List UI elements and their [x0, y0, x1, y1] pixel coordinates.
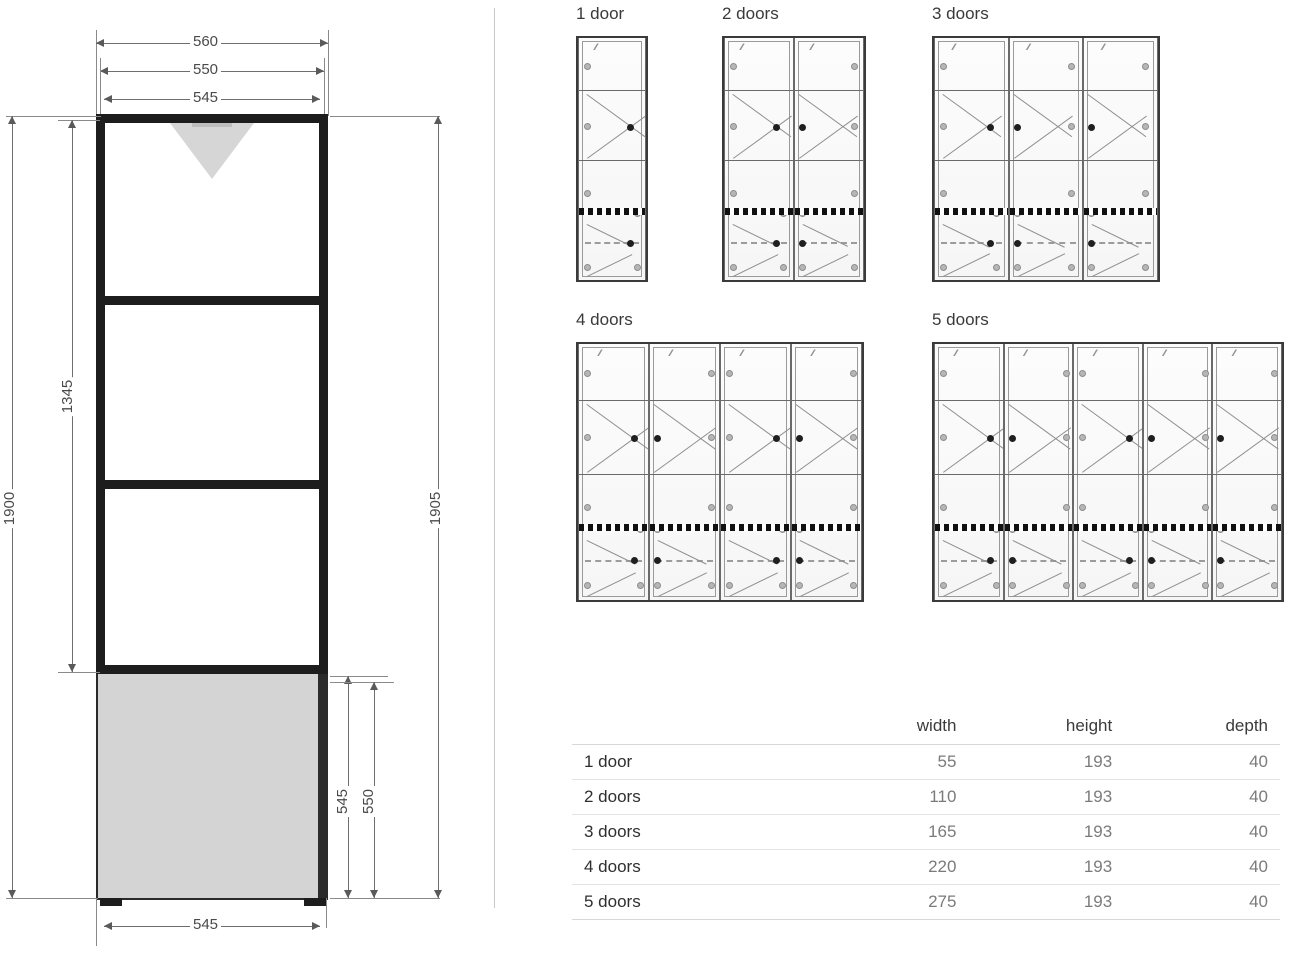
ext-line	[96, 898, 97, 946]
hinge-icon	[779, 582, 786, 589]
reflection-icon: ⁄⁄⁄	[812, 348, 814, 358]
shelf-line	[795, 160, 863, 161]
perforated-band	[579, 208, 645, 215]
ext-line	[330, 682, 394, 683]
arrow-left	[96, 39, 104, 47]
shelf-line	[579, 474, 648, 475]
door-panel[interactable]	[724, 38, 794, 280]
handle-icon[interactable]	[654, 557, 661, 564]
arrow-left	[104, 922, 112, 930]
hinge-icon	[940, 63, 947, 70]
door-panel[interactable]	[794, 38, 864, 280]
table-row	[572, 850, 1280, 885]
arrow-down	[344, 890, 352, 898]
handle-icon[interactable]	[796, 557, 803, 564]
shelf-line	[795, 90, 863, 91]
shelf-line	[792, 400, 861, 401]
arrow-down	[68, 664, 76, 672]
shelf-line	[1005, 400, 1073, 401]
group-title: 3 doors	[932, 4, 989, 23]
shelf-line	[721, 400, 790, 401]
reflection-icon: ⁄⁄⁄	[953, 42, 955, 52]
hinge-icon	[584, 582, 591, 589]
dim-545-top: 545	[190, 89, 221, 106]
drawer-line	[1090, 242, 1151, 244]
door-panel[interactable]	[934, 38, 1009, 280]
shelf-line	[935, 400, 1003, 401]
handle-icon[interactable]	[987, 240, 994, 247]
reflection-icon: ⁄⁄⁄	[741, 348, 743, 358]
reflection-icon: ⁄⁄⁄	[1233, 348, 1235, 358]
perforated-band	[1074, 524, 1142, 531]
handle-icon[interactable]	[654, 435, 661, 442]
hinge-icon	[708, 504, 715, 511]
door-panel[interactable]	[578, 38, 646, 280]
reflection-icon: ⁄⁄⁄	[1163, 348, 1166, 358]
shelf-line	[579, 160, 645, 161]
door-panel[interactable]	[578, 344, 649, 600]
hinge-icon	[1014, 264, 1021, 271]
hinge-icon	[730, 63, 737, 70]
hinge-icon	[584, 190, 591, 197]
foot-right	[304, 898, 326, 906]
perforated-band	[721, 524, 790, 531]
cell-height: 193	[968, 885, 1124, 920]
hinge-icon	[634, 264, 641, 271]
column-header-depth: depth	[1124, 712, 1280, 745]
foot-left	[100, 898, 122, 906]
hinge-icon	[1068, 123, 1075, 130]
dim-545-bottom: 545	[190, 916, 221, 933]
perforated-band	[935, 524, 1003, 531]
shelf-line	[935, 160, 1008, 161]
ext-line	[6, 898, 98, 899]
drawer-line	[1016, 242, 1077, 244]
hinge-icon	[850, 370, 857, 377]
row-label: 3 doors	[572, 815, 813, 850]
shelf	[105, 296, 319, 305]
hinge-icon	[637, 582, 644, 589]
handle-icon[interactable]	[799, 124, 806, 131]
shelf-line	[1010, 160, 1083, 161]
row-label: 1 door	[572, 745, 813, 780]
group-title: 5 doors	[932, 310, 989, 329]
reflection-icon: ⁄⁄⁄	[1027, 42, 1030, 52]
shelf-line	[792, 474, 861, 475]
handle-icon[interactable]	[987, 124, 994, 131]
hinge-icon	[1063, 504, 1070, 511]
shelf-line	[1005, 474, 1073, 475]
vertical-divider	[494, 8, 495, 908]
row-label: 2 doors	[572, 780, 813, 815]
arrow-down	[434, 890, 442, 898]
hinge-icon	[799, 264, 806, 271]
perforated-band	[1010, 208, 1083, 215]
hinge-icon	[584, 370, 591, 377]
light-cone	[170, 123, 254, 179]
door-panel[interactable]	[934, 344, 1004, 600]
hinge-icon	[940, 190, 947, 197]
handle-icon[interactable]	[1009, 435, 1016, 442]
hinge-icon	[584, 504, 591, 511]
reflection-icon: ⁄⁄⁄	[599, 348, 601, 358]
cell-width: 220	[813, 850, 969, 885]
cabinet-3-doors	[932, 36, 1160, 282]
dim-545-base: 545	[334, 786, 351, 817]
row-label: 5 doors	[572, 885, 813, 920]
hinge-icon	[726, 582, 733, 589]
arrow-up	[434, 116, 442, 124]
handle-icon[interactable]	[773, 240, 780, 247]
arrow-left	[100, 67, 108, 75]
hinge-icon	[940, 370, 947, 377]
hinge-icon	[1202, 504, 1209, 511]
hinge-icon	[851, 264, 858, 271]
hinge-icon	[780, 264, 787, 271]
ext-line	[6, 116, 101, 117]
table-row	[572, 745, 1280, 780]
hinge-icon	[850, 582, 857, 589]
hinge-icon	[584, 123, 591, 130]
arrow-up	[8, 116, 16, 124]
cell-height: 193	[968, 780, 1124, 815]
ext-line	[326, 898, 327, 928]
handle-icon[interactable]	[987, 557, 994, 564]
ext-line	[100, 58, 101, 116]
shelf	[105, 480, 319, 489]
handle-icon[interactable]	[1148, 435, 1155, 442]
cell-depth: 40	[1124, 780, 1280, 815]
shelf-line	[1144, 400, 1212, 401]
cell-width: 110	[813, 780, 969, 815]
reflection-icon: ⁄⁄⁄	[1094, 348, 1096, 358]
column-header-width: width	[813, 712, 969, 745]
ext-line	[330, 898, 440, 899]
door-panel[interactable]	[791, 344, 862, 600]
shelf-line	[1213, 400, 1281, 401]
column-header-blank	[572, 712, 813, 745]
dim-550-base: 550	[360, 786, 377, 817]
perforated-band	[579, 524, 648, 531]
hinge-icon	[851, 190, 858, 197]
ext-line	[330, 676, 388, 677]
arrow-right	[312, 922, 320, 930]
arrow-down	[370, 890, 378, 898]
hinge-icon	[584, 264, 591, 271]
perforated-band	[725, 208, 793, 215]
table-row	[572, 780, 1280, 815]
handle-icon[interactable]	[631, 435, 638, 442]
group-title: 2 doors	[722, 4, 779, 23]
base-side-panel	[318, 674, 328, 900]
handle-icon[interactable]	[773, 124, 780, 131]
hinge-icon	[940, 264, 947, 271]
cell-width: 55	[813, 745, 969, 780]
handle-icon[interactable]	[799, 240, 806, 247]
arrow-right	[320, 39, 328, 47]
cell-depth: 40	[1124, 850, 1280, 885]
hinge-icon	[851, 63, 858, 70]
ext-line	[58, 120, 100, 121]
arrow-down	[8, 890, 16, 898]
drawer-line	[801, 242, 857, 244]
shelf-line	[1213, 474, 1281, 475]
arrow-left	[104, 95, 112, 103]
table-row	[572, 815, 1280, 850]
shelf-line	[650, 474, 719, 475]
group-title: 1 door	[576, 4, 625, 23]
hinge-icon	[730, 190, 737, 197]
cell-depth: 40	[1124, 745, 1280, 780]
cabinet-5-doors	[932, 342, 1284, 602]
door-panel[interactable]	[720, 344, 791, 600]
hinge-icon	[940, 434, 947, 441]
reflection-icon: ⁄⁄⁄	[595, 42, 597, 52]
hinge-icon	[993, 582, 1000, 589]
shelf-line	[935, 474, 1003, 475]
shelf-line	[1084, 160, 1157, 161]
elevation-drawing	[0, 0, 470, 954]
door-panel[interactable]	[1073, 344, 1143, 600]
hinge-icon	[796, 582, 803, 589]
hinge-icon	[730, 264, 737, 271]
ext-line	[324, 58, 325, 116]
perforated-band	[1144, 524, 1212, 531]
hinge-icon	[940, 123, 947, 130]
hinge-icon	[1202, 434, 1209, 441]
perforated-band	[1213, 524, 1281, 531]
shelf-line	[1010, 90, 1083, 91]
hinge-icon	[940, 504, 947, 511]
reflection-icon: ⁄⁄⁄	[1024, 348, 1027, 358]
hinge-icon	[1009, 582, 1016, 589]
cabinet-2-doors	[722, 36, 866, 282]
hinge-icon	[1068, 190, 1075, 197]
shelf-line	[579, 90, 645, 91]
hinge-icon	[1063, 434, 1070, 441]
cell-height: 193	[968, 815, 1124, 850]
cell-depth: 40	[1124, 885, 1280, 920]
hinge-icon	[1068, 264, 1075, 271]
shelf-line	[650, 400, 719, 401]
shelf-line	[725, 160, 793, 161]
dim-560: 560	[190, 33, 221, 50]
cabinet-upper-frame	[96, 114, 328, 674]
handle-icon[interactable]	[987, 435, 994, 442]
cabinet-1-door	[576, 36, 648, 282]
cell-depth: 40	[1124, 815, 1280, 850]
hinge-icon	[584, 434, 591, 441]
handle-icon[interactable]	[1014, 240, 1021, 247]
dim-1345: 1345	[59, 377, 76, 416]
hinge-icon	[940, 582, 947, 589]
cell-width: 165	[813, 815, 969, 850]
hinge-icon	[730, 123, 737, 130]
row-label: 4 doors	[572, 850, 813, 885]
cell-height: 193	[968, 745, 1124, 780]
shelf-line	[725, 90, 793, 91]
column-header-height: height	[968, 712, 1124, 745]
ext-line	[330, 116, 440, 117]
reflection-icon: ⁄⁄⁄	[741, 42, 743, 52]
hinge-icon	[708, 582, 715, 589]
hinge-icon	[850, 504, 857, 511]
reflection-icon: ⁄⁄⁄	[811, 42, 813, 52]
handle-icon[interactable]	[627, 124, 634, 131]
hinge-icon	[726, 434, 733, 441]
handle-icon[interactable]	[796, 435, 803, 442]
group-title: 4 doors	[576, 310, 633, 329]
hinge-icon	[1063, 370, 1070, 377]
handle-icon[interactable]	[773, 435, 780, 442]
door-panel[interactable]	[649, 344, 720, 600]
shelf-line	[1144, 474, 1212, 475]
hinge-icon	[708, 370, 715, 377]
perforated-band	[650, 524, 719, 531]
hinge-icon	[1148, 582, 1155, 589]
handle-icon[interactable]	[1009, 557, 1016, 564]
handle-icon[interactable]	[773, 557, 780, 564]
hinge-icon	[726, 370, 733, 377]
dim-550: 550	[190, 61, 221, 78]
arrow-right	[316, 67, 324, 75]
hinge-icon	[1202, 370, 1209, 377]
base-cabinet	[96, 674, 328, 900]
door-panel[interactable]	[1143, 344, 1213, 600]
shelf-line	[1084, 90, 1157, 91]
ext-line	[328, 30, 329, 116]
cell-height: 193	[968, 850, 1124, 885]
perforated-band	[1005, 524, 1073, 531]
handle-icon[interactable]	[1148, 557, 1155, 564]
door-panel[interactable]	[1009, 38, 1084, 280]
door-panel[interactable]	[1083, 38, 1158, 280]
perforated-band	[792, 524, 861, 531]
hinge-icon	[851, 123, 858, 130]
shelf-line	[1074, 400, 1142, 401]
shelf-line	[1074, 474, 1142, 475]
cell-width: 275	[813, 885, 969, 920]
hinge-icon	[1068, 63, 1075, 70]
shelf-line	[579, 400, 648, 401]
handle-icon[interactable]	[1014, 124, 1021, 131]
specification-table	[572, 712, 1280, 920]
table-header-row	[572, 712, 1280, 745]
handle-icon[interactable]	[631, 557, 638, 564]
cabinet-4-doors	[576, 342, 864, 602]
arrow-right	[312, 95, 320, 103]
hinge-icon	[850, 434, 857, 441]
door-panel[interactable]	[1004, 344, 1074, 600]
door-panel[interactable]	[1212, 344, 1282, 600]
hinge-icon	[708, 434, 715, 441]
arrow-up	[68, 120, 76, 128]
hinge-icon	[1063, 582, 1070, 589]
perforated-band	[1084, 208, 1157, 215]
hinge-icon	[1202, 582, 1209, 589]
reflection-icon: ⁄⁄⁄	[670, 348, 672, 358]
hinge-icon	[584, 63, 591, 70]
shelf-line	[721, 474, 790, 475]
reflection-icon: ⁄⁄⁄	[955, 348, 957, 358]
shelf-line	[935, 90, 1008, 91]
hinge-icon	[993, 264, 1000, 271]
reflection-icon: ⁄⁄⁄	[1102, 42, 1104, 52]
handle-icon[interactable]	[627, 240, 634, 247]
table-row	[572, 885, 1280, 920]
hinge-icon	[726, 504, 733, 511]
perforated-band	[935, 208, 1008, 215]
dim-1905: 1905	[427, 489, 444, 528]
perforated-band	[795, 208, 863, 215]
hinge-icon	[654, 582, 661, 589]
dim-1900: 1900	[1, 489, 18, 528]
ext-line	[58, 672, 100, 673]
arrow-up	[370, 682, 378, 690]
